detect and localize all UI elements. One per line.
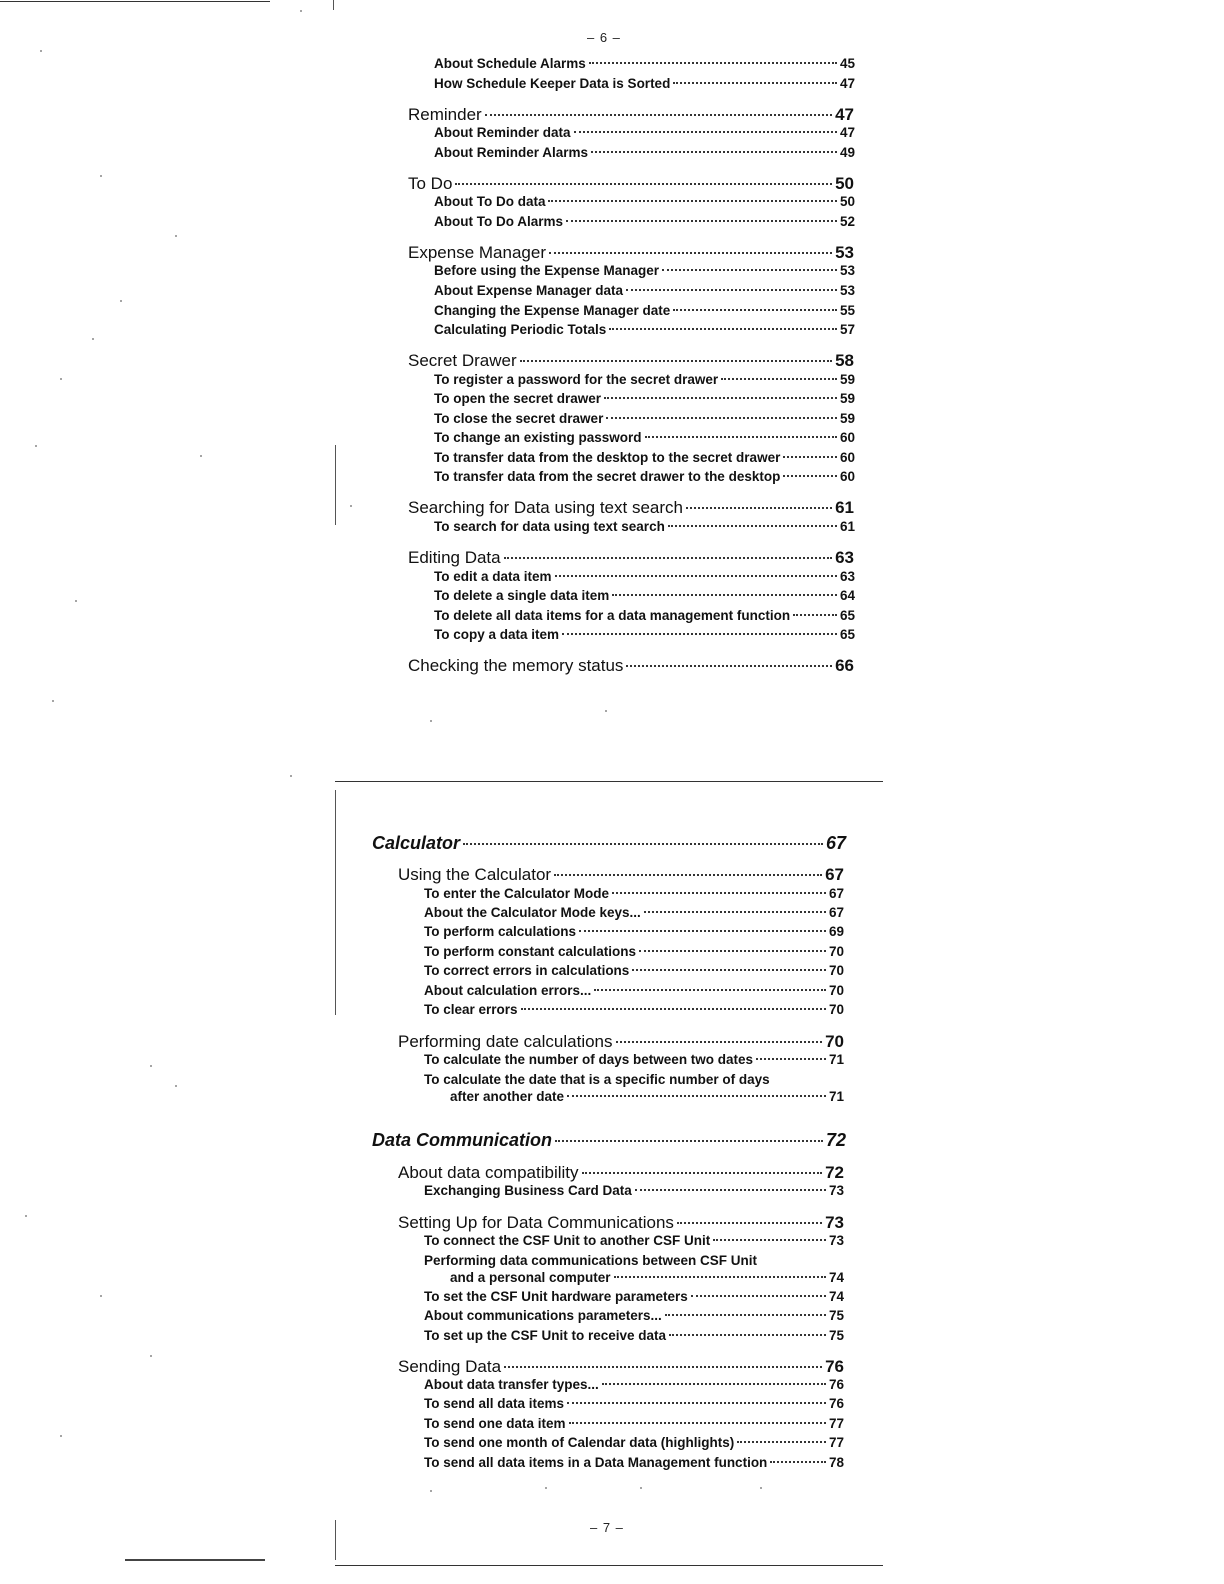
- toc-page-ref: 70: [828, 983, 844, 998]
- toc-entry-title: To calculate the number of days between two dates: [424, 1052, 754, 1067]
- toc-entry: [434, 450, 855, 465]
- toc-entry-title: To send one data item: [424, 1416, 566, 1431]
- toc-page-ref: 70: [828, 944, 844, 959]
- toc-entry-title: Setting Up for Data Communications: [398, 1213, 674, 1232]
- dot-leader: [562, 633, 837, 635]
- dot-leader: [669, 1334, 826, 1336]
- dot-leader: [721, 378, 837, 380]
- dot-leader: [554, 874, 822, 876]
- fold-line-lower: [335, 1520, 336, 1560]
- toc-section: [408, 548, 854, 568]
- toc-page-ref: 67: [825, 865, 844, 884]
- scan-speck: [92, 338, 94, 340]
- scan-speck: [52, 700, 54, 702]
- toc-entry-title: About the Calculator Mode keys...: [424, 905, 641, 920]
- dot-leader: [602, 1383, 826, 1385]
- toc-entry-title: To clear errors: [424, 1002, 518, 1017]
- toc-page-ref: 59: [839, 372, 855, 387]
- toc-page-ref: 76: [825, 1357, 844, 1376]
- toc-entry: [424, 905, 844, 920]
- dot-leader: [520, 360, 832, 362]
- dot-leader: [555, 575, 837, 577]
- toc-entry: [434, 608, 855, 623]
- toc-entry: [424, 1328, 844, 1343]
- toc-entry: [424, 924, 844, 939]
- dot-leader: [455, 183, 832, 185]
- scan-speck: [35, 445, 37, 447]
- toc-chapter: [372, 1130, 846, 1151]
- toc-entry-title: Performing date calculations: [398, 1032, 613, 1051]
- toc-entry-title: To correct errors in calculations: [424, 963, 630, 978]
- dot-leader: [793, 614, 837, 616]
- scan-speck: [100, 175, 102, 177]
- toc-entry-title: To send all data items: [424, 1396, 565, 1411]
- dot-leader: [594, 989, 826, 991]
- toc-entry-title: Secret Drawer: [408, 351, 517, 370]
- toc-page-ref: 67: [828, 905, 844, 920]
- toc-section: [408, 105, 854, 125]
- toc-entry-title: To transfer data from the secret drawer to the desktop: [434, 469, 781, 484]
- toc-page-ref: 60: [839, 430, 855, 445]
- dot-leader: [616, 1041, 823, 1043]
- toc-entry-title: and a personal computer: [450, 1270, 611, 1285]
- dot-leader: [612, 892, 826, 894]
- toc-entry: [434, 469, 855, 484]
- toc-entry: [424, 1289, 844, 1304]
- toc-page-ref: 76: [828, 1396, 844, 1411]
- scan-edge-bottom: [335, 1565, 883, 1566]
- dot-leader: [632, 969, 826, 971]
- toc-entry: [424, 1308, 844, 1323]
- toc-page-ref: 60: [839, 469, 855, 484]
- toc-page-ref: 67: [825, 833, 846, 853]
- toc-page-ref: 74: [828, 1270, 844, 1285]
- bottom-page-number: – 7 –: [590, 1520, 624, 1535]
- dot-leader: [626, 665, 832, 667]
- toc-entry-text: To calculate the date that is a specific number of days: [424, 1072, 770, 1087]
- toc-section: [398, 1163, 844, 1183]
- dot-leader: [567, 1402, 826, 1404]
- toc-page-ref: 50: [835, 174, 854, 193]
- toc-entry-title: Reminder: [408, 105, 482, 124]
- dot-leader: [737, 1441, 826, 1443]
- toc-page-ref: 66: [835, 656, 854, 675]
- toc-page-ref: 73: [828, 1183, 844, 1198]
- toc-page-ref: 61: [839, 519, 855, 534]
- scan-speck: [40, 50, 42, 52]
- toc-page-ref: 53: [835, 243, 854, 262]
- toc-entry: [424, 1435, 844, 1450]
- toc-entry-title: To send all data items in a Data Management function: [424, 1455, 768, 1470]
- toc-entry: [434, 372, 855, 387]
- toc-page-ref: 49: [839, 145, 855, 160]
- dot-leader: [582, 1172, 823, 1174]
- toc-page-ref: 67: [828, 886, 844, 901]
- toc-chapter: [372, 833, 846, 854]
- toc-entry-text: Performing data communications between CSF Unit: [424, 1253, 758, 1268]
- toc-entry-title: To edit a data item: [434, 569, 552, 584]
- toc-page-ref: 65: [839, 608, 855, 623]
- toc-entry-title: To open the secret drawer: [434, 391, 602, 406]
- toc-entry-title: Checking the memory status: [408, 656, 624, 675]
- scan-speck: [200, 455, 202, 457]
- toc-page-ref: 63: [839, 569, 855, 584]
- toc-page-ref: 61: [835, 498, 854, 517]
- top-page-number: – 6 –: [587, 30, 621, 45]
- dot-leader: [604, 397, 837, 399]
- toc-page-ref: 73: [825, 1213, 844, 1232]
- toc-entry-title: About data compatibility: [398, 1163, 579, 1182]
- scan-speck: [350, 505, 352, 507]
- toc-page-ref: 75: [828, 1328, 844, 1343]
- fold-line-top: [333, 0, 334, 10]
- toc-section: [398, 1357, 844, 1377]
- toc-entry: [434, 588, 855, 603]
- dot-leader: [783, 456, 837, 458]
- toc-entry-title: To copy a data item: [434, 627, 560, 642]
- dot-leader: [549, 252, 832, 254]
- dot-leader: [612, 594, 837, 596]
- toc-page-ref: 72: [825, 1130, 846, 1150]
- toc-page-ref: 70: [828, 1002, 844, 1017]
- toc-entry-title: Calculator: [372, 833, 461, 853]
- toc-entry: [450, 1089, 844, 1104]
- dot-leader: [639, 950, 826, 952]
- toc-page-ref: 59: [839, 411, 855, 426]
- dot-leader: [463, 843, 823, 845]
- toc-entry-title: About calculation errors...: [424, 983, 592, 998]
- scan-edge-top-left: [0, 1, 270, 2]
- toc-entry-title: About Reminder Alarms: [434, 145, 589, 160]
- toc-entry: [424, 886, 844, 901]
- toc-entry: [434, 569, 855, 584]
- toc-entry-title: How Schedule Keeper Data is Sorted: [434, 76, 671, 91]
- toc-page-ref: 72: [825, 1163, 844, 1182]
- toc-entry-title: To close the secret drawer: [434, 411, 604, 426]
- scan-speck: [25, 1215, 27, 1217]
- toc-page-ref: 70: [825, 1032, 844, 1051]
- scan-speck: [100, 1295, 102, 1297]
- scan-speck: [545, 1487, 547, 1489]
- dot-leader: [609, 328, 837, 330]
- toc-entry-title: To set the CSF Unit hardware parameters: [424, 1289, 688, 1304]
- toc-page-ref: 64: [839, 588, 855, 603]
- toc-page-ref: 71: [828, 1089, 844, 1104]
- toc-section: [398, 1213, 844, 1233]
- dot-leader: [691, 1295, 826, 1297]
- toc-page-ref: 50: [839, 194, 855, 209]
- toc-page-ref: 57: [839, 322, 855, 337]
- toc-page-ref: 53: [839, 283, 855, 298]
- toc-page-ref: 58: [835, 351, 854, 370]
- toc-entry-title: About communications parameters...: [424, 1308, 662, 1323]
- toc-entry: [434, 411, 855, 426]
- dot-leader: [555, 1140, 823, 1142]
- toc-entry-title: To change an existing password: [434, 430, 642, 445]
- scan-speck: [60, 1435, 62, 1437]
- dot-leader: [521, 1008, 826, 1010]
- dot-leader: [591, 151, 837, 153]
- toc-page-ref: 78: [828, 1455, 844, 1470]
- scan-speck: [75, 600, 77, 602]
- scan-speck: [290, 775, 292, 777]
- toc-entry-title: Expense Manager: [408, 243, 546, 262]
- toc-page-ref: 77: [828, 1435, 844, 1450]
- dot-leader: [589, 62, 837, 64]
- toc-page-ref: 74: [828, 1289, 844, 1304]
- dot-leader: [668, 525, 837, 527]
- scan-speck: [150, 1065, 152, 1067]
- dot-leader: [548, 200, 836, 202]
- toc-entry: [450, 1270, 844, 1285]
- toc-entry: [424, 1377, 844, 1392]
- toc-section: [408, 656, 854, 676]
- toc-entry: [434, 145, 855, 160]
- toc-page-ref: 47: [835, 105, 854, 124]
- dot-leader: [504, 1366, 822, 1368]
- toc-entry: [434, 194, 855, 209]
- toc-entry: [424, 1396, 844, 1411]
- toc-page-ref: 59: [839, 391, 855, 406]
- toc-entry: [424, 963, 844, 978]
- toc-page-ref: 47: [839, 125, 855, 140]
- scan-speck: [605, 710, 607, 712]
- dot-leader: [614, 1276, 826, 1278]
- toc-entry-title: To set up the CSF Unit to receive data: [424, 1328, 667, 1343]
- dot-leader: [574, 131, 837, 133]
- dot-leader: [626, 289, 837, 291]
- toc-entry-title: Data Communication: [372, 1130, 553, 1150]
- toc-entry-title: About Reminder data: [434, 125, 571, 140]
- toc-entry-title: About To Do Alarms: [434, 214, 563, 229]
- toc-entry: [434, 76, 855, 91]
- toc-entry-title: To perform calculations: [424, 924, 577, 939]
- scan-speck: [175, 235, 177, 237]
- toc-entry-title: To delete a single data item: [434, 588, 610, 603]
- toc-entry: [424, 944, 844, 959]
- scan-speck: [760, 1487, 762, 1489]
- toc-entry: [424, 1183, 844, 1198]
- scan-speck: [640, 1487, 642, 1489]
- toc-section: [398, 1032, 844, 1052]
- dot-leader: [677, 1222, 822, 1224]
- toc-entry: [434, 391, 855, 406]
- toc-entry-title: Exchanging Business Card Data: [424, 1183, 632, 1198]
- toc-entry-title: To delete all data items for a data management function: [434, 608, 791, 623]
- toc-entry-title: About data transfer types...: [424, 1377, 599, 1392]
- toc-entry-title: To Do: [408, 174, 453, 193]
- toc-entry-title: To perform constant calculations: [424, 944, 637, 959]
- toc-entry: [424, 1052, 844, 1067]
- dot-leader: [673, 309, 837, 311]
- toc-entry-title: To search for data using text search: [434, 519, 665, 534]
- toc-entry-title: Searching for Data using text search: [408, 498, 683, 517]
- dot-leader: [756, 1058, 826, 1060]
- dot-leader: [569, 1422, 826, 1424]
- toc-entry-title: Calculating Periodic Totals: [434, 322, 607, 337]
- dot-leader: [566, 220, 837, 222]
- scan-speck: [300, 10, 302, 12]
- toc-entry: [424, 1233, 844, 1248]
- dot-leader: [504, 557, 832, 559]
- scan-speck: [120, 300, 122, 302]
- dot-leader: [485, 114, 832, 116]
- dot-leader: [635, 1189, 826, 1191]
- toc-entry: [434, 214, 855, 229]
- toc-entry-title: Using the Calculator: [398, 865, 552, 884]
- toc-entry: [424, 1002, 844, 1017]
- toc-entry-title: To connect the CSF Unit to another CSF Unit: [424, 1233, 711, 1248]
- toc-page-ref: 69: [828, 924, 844, 939]
- toc-entry: [434, 627, 855, 642]
- toc-entry: [434, 303, 855, 318]
- toc-entry: [424, 1455, 844, 1470]
- toc-page-ref: 71: [828, 1052, 844, 1067]
- fold-line-upper: [335, 445, 336, 525]
- toc-entry-title: About Schedule Alarms: [434, 56, 586, 71]
- toc-entry-title: Changing the Expense Manager date: [434, 303, 671, 318]
- toc-entry: [434, 430, 855, 445]
- toc-entry: [424, 983, 844, 998]
- toc-section: [408, 351, 854, 371]
- toc-page-ref: 70: [828, 963, 844, 978]
- toc-page-ref: 63: [835, 548, 854, 567]
- toc-page-ref: 76: [828, 1377, 844, 1392]
- toc-page-ref: 73: [828, 1233, 844, 1248]
- fold-line-middle: [335, 790, 336, 1015]
- toc-entry: [434, 56, 855, 71]
- toc-page-ref: 52: [839, 214, 855, 229]
- toc-page-ref: 45: [839, 56, 855, 71]
- toc-entry: [434, 519, 855, 534]
- toc-page-ref: 65: [839, 627, 855, 642]
- toc-entry-title: after another date: [450, 1089, 565, 1104]
- toc-entry-title: To register a password for the secret drawer: [434, 372, 719, 387]
- toc-page-ref: 60: [839, 450, 855, 465]
- scan-speck: [150, 1355, 152, 1357]
- scan-speck: [60, 378, 62, 380]
- toc-section: [408, 498, 854, 518]
- dot-leader: [579, 930, 826, 932]
- dot-leader: [673, 82, 837, 84]
- toc-entry-title: About Expense Manager data: [434, 283, 624, 298]
- toc-entry: [434, 322, 855, 337]
- toc-page-ref: 77: [828, 1416, 844, 1431]
- dot-leader: [567, 1095, 826, 1097]
- toc-section: [398, 865, 844, 885]
- toc-entry-title: Before using the Expense Manager: [434, 263, 660, 278]
- scan-speck: [430, 720, 432, 722]
- toc-page-ref: 47: [839, 76, 855, 91]
- toc-page-ref: 55: [839, 303, 855, 318]
- dot-leader: [665, 1314, 826, 1316]
- toc-entry-title: To enter the Calculator Mode: [424, 886, 610, 901]
- toc-entry: [434, 283, 855, 298]
- dot-leader: [783, 475, 837, 477]
- scan-speck: [430, 1490, 432, 1492]
- toc-entry-title: About To Do data: [434, 194, 546, 209]
- dot-leader: [645, 436, 837, 438]
- dot-leader: [770, 1461, 826, 1463]
- scan-speck: [175, 1085, 177, 1087]
- dot-leader: [713, 1239, 826, 1241]
- toc-entry-title: Editing Data: [408, 548, 501, 567]
- scan-edge-bottom-left: [125, 1559, 265, 1561]
- page-divider: [335, 781, 883, 782]
- dot-leader: [686, 507, 832, 509]
- toc-page-ref: 53: [839, 263, 855, 278]
- toc-page-ref: 75: [828, 1308, 844, 1323]
- dot-leader: [662, 269, 837, 271]
- toc-entry-title: To send one month of Calendar data (highlights): [424, 1435, 735, 1450]
- toc-entry: [424, 1416, 844, 1431]
- toc-entry-title: To transfer data from the desktop to the secret drawer: [434, 450, 781, 465]
- dot-leader: [644, 911, 826, 913]
- toc-section: [408, 174, 854, 194]
- toc-section: [408, 243, 854, 263]
- toc-entry: [434, 125, 855, 140]
- toc-entry-title: Sending Data: [398, 1357, 502, 1376]
- dot-leader: [606, 417, 837, 419]
- toc-entry: [434, 263, 855, 278]
